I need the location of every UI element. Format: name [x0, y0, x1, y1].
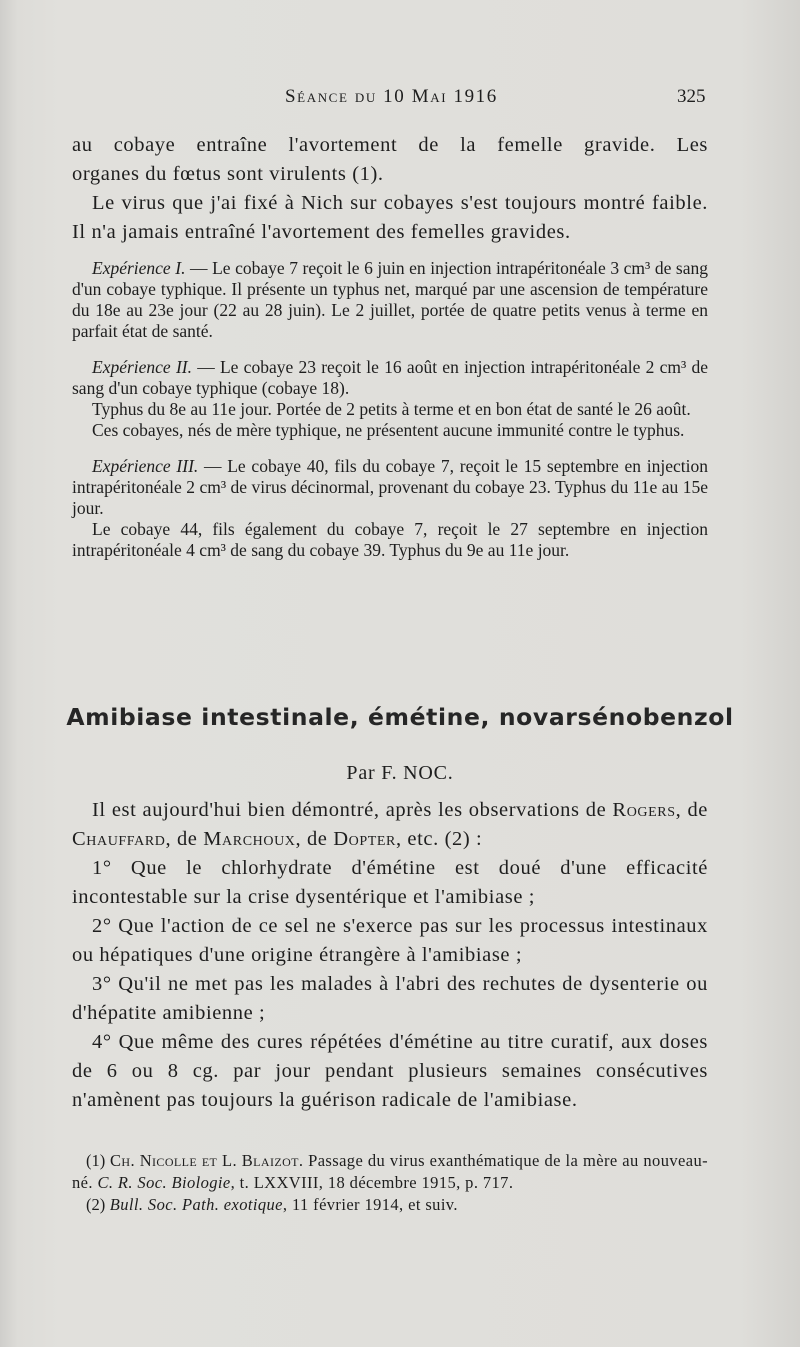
article-body — [72, 796, 708, 1115]
page-header — [0, 86, 800, 110]
footnote-text: Passage du virus exanthématique de la mère au nouveau-né. — [72, 1151, 708, 1192]
experience-2-detail: Typhus du 8e au 11e jour. Portée de 2 petits à terme et en bon état de santé le 26 août. — [92, 399, 691, 419]
footnote-rest: , t. LXXVIII, 18 décembre 1915, p. 717. — [230, 1173, 514, 1192]
author-name: Rogers — [612, 799, 676, 821]
experience-2-conclusion: Ces cobayes, nés de mère typhique, ne présentent aucune immunité contre le typhus. — [92, 420, 685, 440]
intro-text: , de — [295, 828, 334, 850]
footnote-marker: (2) — [86, 1195, 106, 1214]
footnote-reference: (1). — [352, 163, 384, 185]
experience-label: Expérience I. — [92, 258, 186, 278]
experience-2 — [72, 357, 708, 399]
footnote-rest: , 11 février 1914, et suiv. — [282, 1195, 458, 1214]
intro-text: , de — [675, 799, 708, 821]
footnote-1 — [72, 1150, 708, 1194]
paragraph-continuation-line: au cobaye entraîne l'avortement de la femelle gravide. Les — [72, 134, 708, 156]
point-4: 4° Que même des cures répétées d'émétine au titre curatif, aux doses de 6 ou 8 cg. par jour pendant plusieurs semaines consécutives n'amènent pas toujours la guérison radicale de l'amibiase. — [72, 1031, 708, 1111]
experience-label: Expérience II. — [92, 357, 192, 377]
footnote-authors: Ch. Nicolle et L. Blaizot. — [105, 1151, 304, 1170]
point-1: 1° Que le chlorhydrate d'émétine est doué d'une efficacité incontestable sur la crise dysentérique et l'amibiase ; — [72, 857, 708, 908]
experience-1 — [72, 258, 708, 342]
footnote-journal: C. R. Soc. Biologie — [97, 1173, 231, 1192]
point-3: 3° Qu'il ne met pas les malades à l'abri des rechutes de dysenterie ou d'hépatite amibienne ; — [72, 973, 708, 1024]
paragraph-continuation-line — [72, 160, 708, 189]
author-name: Chauffard — [72, 828, 166, 850]
footnote-journal: Bull. Soc. Path. exotique — [105, 1195, 283, 1214]
experience-text: — Le cobaye 7 reçoit le 6 juin en injection intrapéritonéale 3 cm³ de sang d'un cobaye typhique. Il présente un typhus net, marqué par une ascension de température du 18e au 23e jour (22 au 28 juin). Le 2 juillet, portée de quatre petits venus à terme en parfait état de santé. — [72, 258, 708, 341]
author-name: Marchoux — [203, 828, 296, 850]
top-paragraph — [72, 131, 708, 247]
paragraph-text: organes du fœtus sont virulents — [72, 163, 353, 185]
page-number: 325 — [677, 86, 706, 107]
intro-text: , de — [165, 828, 204, 850]
experiences-section — [72, 258, 708, 561]
intro-text: Il est aujourd'hui bien démontré, après les observations de — [92, 799, 613, 821]
intro-text: , etc. (2) : — [395, 828, 483, 850]
article-byline: Par F. NOC. — [346, 762, 454, 784]
point-2: 2° Que l'action de ce sel ne s'exerce pas sur les processus intestinaux ou hépatiques d'une origine étrangère à l'amibiase ; — [72, 915, 708, 966]
footnote-2 — [72, 1194, 708, 1216]
paragraph-virus-fixed: Le virus que j'ai fixé à Nich sur cobayes s'est toujours montré faible. Il n'a jamais entraîné l'avortement des femelles gravides. — [72, 192, 708, 243]
article-intro — [72, 796, 708, 854]
article-title: Amibiase intestinale, émétine, novarsénobenzol — [66, 703, 734, 731]
experience-3 — [72, 456, 708, 519]
experience-3-detail: Le cobaye 44, fils également du cobaye 7, reçoit le 27 septembre en injection intrapéritonéale 4 cm³ de sang du cobaye 39. Typhus du 9e au 11e jour. — [72, 519, 708, 560]
experience-text: — Le cobaye 23 reçoit le 16 août en injection intrapéritonéale 2 cm³ de sang d'un cobaye typhique (cobaye 18). — [72, 357, 708, 398]
experience-text: — Le cobaye 40, fils du cobaye 7, reçoit le 15 septembre en injection intrapéritonéale 2 cm³ de virus décinormal, provenant du cobaye 23. Typhus du 11e au 15e jour. — [72, 456, 709, 518]
author-name: Dopter — [333, 828, 396, 850]
running-title: Séance du 10 Mai 1916 — [285, 86, 498, 107]
footnote-marker: (1) — [86, 1151, 106, 1170]
footnotes — [72, 1150, 708, 1216]
experience-label: Expérience III. — [92, 456, 199, 476]
